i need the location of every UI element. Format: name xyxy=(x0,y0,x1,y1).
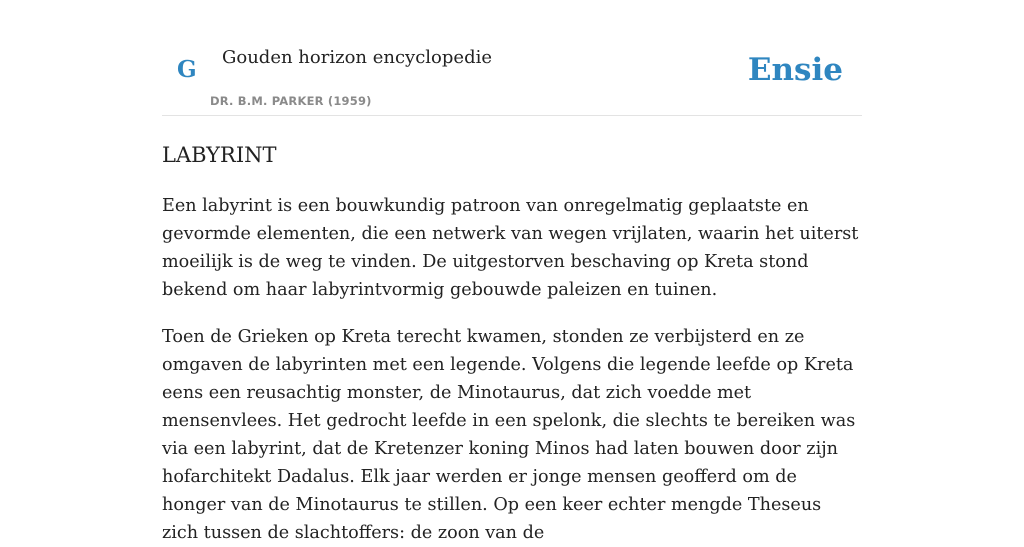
article xyxy=(162,140,862,547)
header xyxy=(162,0,862,116)
article-paragraph: Een labyrint is een bouwkundig patroon van onregelmatig geplaatste en gevormde elementen, die een netwerk van wegen vrijlaten, waarin het uiterst moeilijk is de weg te vinden. De uitgestorven beschaving op Kreta stond bekend om haar labyrintvormig gebouwde paleizen en tuinen. xyxy=(162,196,859,300)
book-logo-icon[interactable]: G xyxy=(177,56,197,83)
article-title: LABYRINT xyxy=(162,143,277,167)
book-title-link[interactable]: Gouden horizon encyclopedie xyxy=(222,47,492,68)
author-label: DR. B.M. PARKER (1959) xyxy=(210,94,372,108)
article-paragraph: Toen de Grieken op Kreta terecht kwamen, stonden ze verbijsterd en ze omgaven de labyrinten met een legende. Volgens die legende leefde op Kreta eens een reusachtig monster, de Minotaurus, dat zich voedde met mensenvlees. Het gedrocht leefde in een spelonk, die slechts te bereiken was via een labyrint, dat de Kretenzer koning Minos had laten bouwen door zijn hofarchitekt Dadalus. Elk jaar werden er jonge mensen geofferd om de honger van de Minotaurus te stillen. Op een keer echter mengde Theseus zich tussen de slachtoffers: de zoon van de xyxy=(162,327,856,543)
brand-logo[interactable]: Ensie xyxy=(747,52,843,88)
